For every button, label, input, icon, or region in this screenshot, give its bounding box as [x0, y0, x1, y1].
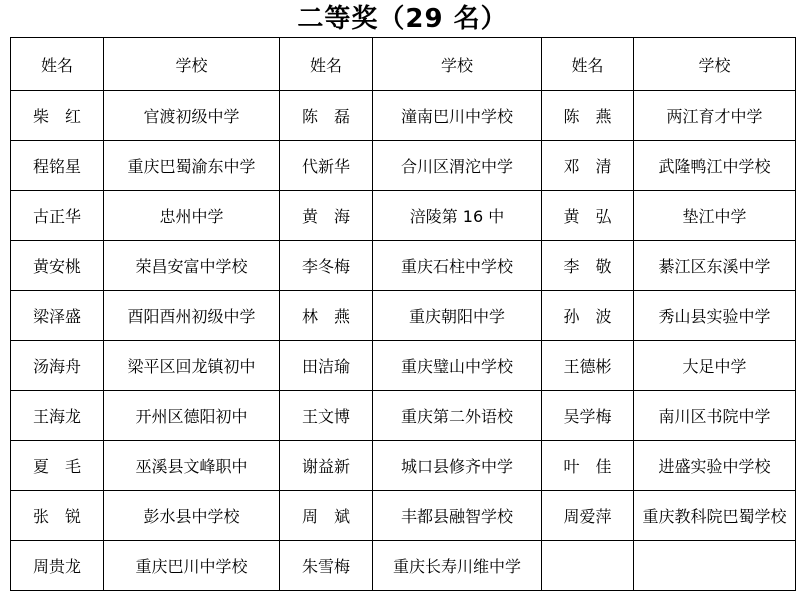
- name-cell: 陈 燕: [542, 91, 634, 141]
- name-cell: 周爱萍: [542, 491, 634, 541]
- school-cell: 重庆教科院巴蜀学校: [634, 491, 796, 541]
- school-cell: 武隆鸭江中学校: [634, 141, 796, 191]
- name-cell: 梁泽盛: [11, 291, 104, 341]
- table-row: [11, 291, 796, 341]
- name-cell: 吴学梅: [542, 391, 634, 441]
- school-cell: 垫江中学: [634, 191, 796, 241]
- name-cell: 叶 佳: [542, 441, 634, 491]
- header-school-1: 学校: [104, 38, 280, 91]
- school-cell: [634, 541, 796, 591]
- header-name-1: 姓名: [11, 38, 104, 91]
- name-cell: 黄 海: [280, 191, 373, 241]
- table-row: [11, 341, 796, 391]
- header-school-3: 学校: [634, 38, 796, 91]
- table-header-row: [11, 38, 796, 91]
- name-cell: 黄安桃: [11, 241, 104, 291]
- name-cell: 周 斌: [280, 491, 373, 541]
- name-cell: 朱雪梅: [280, 541, 373, 591]
- header-school-2: 学校: [373, 38, 542, 91]
- name-cell: 古正华: [11, 191, 104, 241]
- name-cell: 王文博: [280, 391, 373, 441]
- school-cell: 开州区德阳初中: [104, 391, 280, 441]
- name-cell: 邓 清: [542, 141, 634, 191]
- name-cell: [542, 541, 634, 591]
- school-cell: 南川区书院中学: [634, 391, 796, 441]
- name-cell: 孙 波: [542, 291, 634, 341]
- name-cell: 李 敬: [542, 241, 634, 291]
- name-cell: 王海龙: [11, 391, 104, 441]
- name-cell: 周贵龙: [11, 541, 104, 591]
- name-cell: 陈 磊: [280, 91, 373, 141]
- header-name-3: 姓名: [542, 38, 634, 91]
- table-row: [11, 491, 796, 541]
- name-cell: 谢益新: [280, 441, 373, 491]
- table-row: [11, 441, 796, 491]
- school-cell: 两江育才中学: [634, 91, 796, 141]
- school-cell: 重庆巴川中学校: [104, 541, 280, 591]
- name-cell: 代新华: [280, 141, 373, 191]
- name-cell: 黄 弘: [542, 191, 634, 241]
- school-cell: 重庆长寿川维中学: [373, 541, 542, 591]
- table-row: [11, 141, 796, 191]
- table-row: [11, 541, 796, 591]
- school-cell: 城口县修齐中学: [373, 441, 542, 491]
- school-cell: 荣昌安富中学校: [104, 241, 280, 291]
- school-cell: 秀山县实验中学: [634, 291, 796, 341]
- school-cell: 酉阳酉州初级中学: [104, 291, 280, 341]
- table-row: [11, 241, 796, 291]
- school-cell: 重庆璧山中学校: [373, 341, 542, 391]
- school-cell: 丰都县融智学校: [373, 491, 542, 541]
- table-row: [11, 391, 796, 441]
- school-cell: 重庆第二外语校: [373, 391, 542, 441]
- school-cell: 巫溪县文峰职中: [104, 441, 280, 491]
- table-row: [11, 191, 796, 241]
- school-cell: 彭水县中学校: [104, 491, 280, 541]
- school-cell: 涪陵第 16 中: [373, 191, 542, 241]
- table-row: [11, 91, 796, 141]
- award-table: [10, 37, 796, 591]
- school-cell: 梁平区回龙镇初中: [104, 341, 280, 391]
- name-cell: 王德彬: [542, 341, 634, 391]
- school-cell: 大足中学: [634, 341, 796, 391]
- school-cell: 进盛实验中学校: [634, 441, 796, 491]
- name-cell: 田洁瑜: [280, 341, 373, 391]
- name-cell: 林 燕: [280, 291, 373, 341]
- name-cell: 程铭星: [11, 141, 104, 191]
- page-title: 二等奖（29 名）: [297, 4, 508, 34]
- header-name-2: 姓名: [280, 38, 373, 91]
- name-cell: 李冬梅: [280, 241, 373, 291]
- school-cell: 重庆石柱中学校: [373, 241, 542, 291]
- school-cell: 官渡初级中学: [104, 91, 280, 141]
- school-cell: 重庆巴蜀渝东中学: [104, 141, 280, 191]
- name-cell: 汤海舟: [11, 341, 104, 391]
- name-cell: 柴 红: [11, 91, 104, 141]
- school-cell: 綦江区东溪中学: [634, 241, 796, 291]
- school-cell: 忠州中学: [104, 191, 280, 241]
- school-cell: 合川区渭沱中学: [373, 141, 542, 191]
- school-cell: 重庆朝阳中学: [373, 291, 542, 341]
- name-cell: 夏 毛: [11, 441, 104, 491]
- name-cell: 张 锐: [11, 491, 104, 541]
- school-cell: 潼南巴川中学校: [373, 91, 542, 141]
